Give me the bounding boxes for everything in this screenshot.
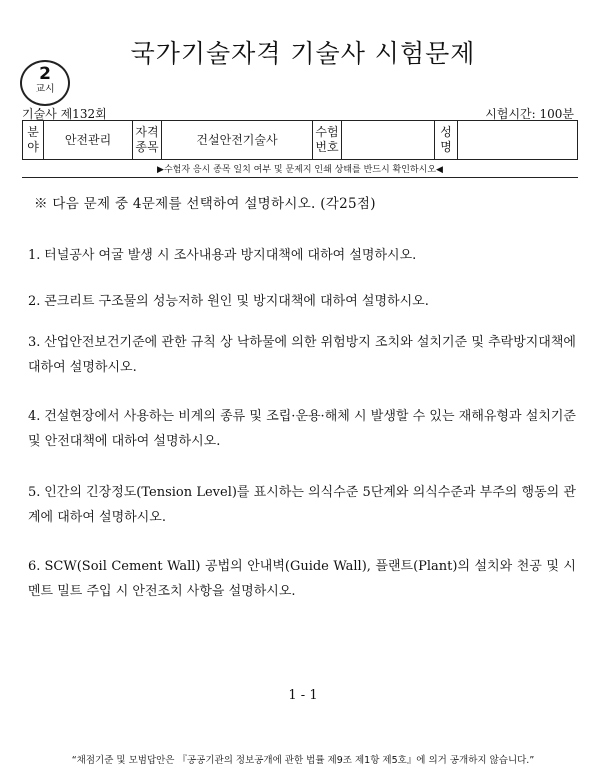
- session-badge: [20, 60, 70, 106]
- exam-title: 국가기술자격 기술사 시험문제: [130, 39, 476, 68]
- instruction: ※ 다음 문제 중 4문제를 선택하여 설명하시오. (각25점): [34, 196, 376, 212]
- question-2: 2. 콘크리트 구조물의 성능저하 원인 및 방지대책에 대하여 설명하시오.: [28, 294, 429, 309]
- question-3: 3. 산업안전보건기준에 관한 규칙 상 낙하물에 의한 위험방지 조치와 설치기준 및 추락방지대책에 대하여 설명하시오.: [28, 335, 576, 375]
- exam-time: 시험시간: 100분: [485, 107, 574, 121]
- question-6: 6. SCW(Soil Cement Wall) 공법의 안내벽(Guide Wall), 플랜트(Plant)의 설치와 천공 및 시멘트 밀트 주입 시 안전조치 사항을 설명하시오.: [28, 559, 576, 599]
- name-value[interactable]: [458, 121, 578, 160]
- page-number: 1 - 1: [288, 688, 318, 703]
- question-4: 4. 건설현장에서 사용하는 비계의 종류 및 조립·운용·해체 시 발생할 수 있는 재해유형과 설치기준 및 안전대책에 대하여 설명하시오.: [28, 409, 576, 449]
- exam-info-table: [22, 120, 578, 160]
- cert-label: 자격 종목: [133, 121, 162, 160]
- question-5: 5. 인간의 긴장정도(Tension Level)를 표시하는 의식수준 5단계와 의식수준과 부주의 행동의 관계에 대하여 설명하시오.: [28, 485, 576, 525]
- name-label: 성 명: [435, 121, 458, 160]
- check-notice: ▶수험자 응시 종목 일치 여부 및 문제지 인쇄 상태를 반드시 확인하시오◀: [22, 162, 578, 178]
- examno-value[interactable]: [342, 121, 435, 160]
- cert-value: 건설안전기술사: [162, 121, 313, 160]
- examno-label: 수험 번호: [313, 121, 342, 160]
- disclosure-footer: “채점기준 및 모범답안은 『공공기관의 정보공개에 관한 법률 제9조 제1항 제5호』에 의거 공개하지 않습니다.”: [71, 755, 535, 766]
- exam-name: 기술사 제132회: [22, 107, 107, 121]
- question-1: 1. 터널공사 여굴 발생 시 조사내용과 방지대책에 대하여 설명하시오.: [28, 248, 417, 263]
- session-number: 2: [39, 64, 51, 84]
- session-label: 교시: [35, 84, 55, 95]
- field-label: 분 야: [23, 121, 44, 160]
- field-value: 안전관리: [44, 121, 133, 160]
